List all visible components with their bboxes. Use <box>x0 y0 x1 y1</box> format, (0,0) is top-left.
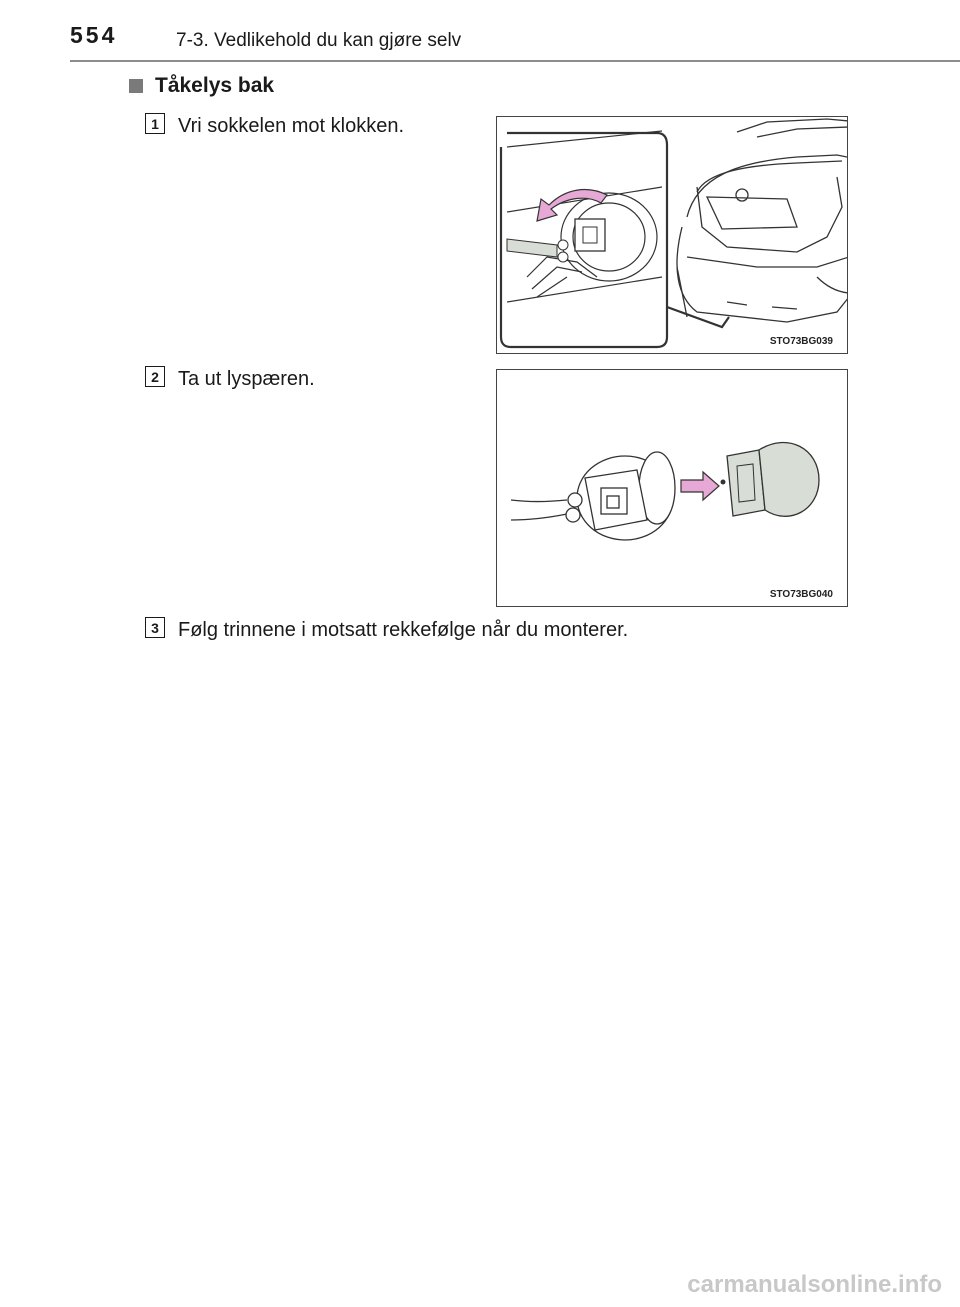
step-badge-3: 3 <box>145 617 165 638</box>
chapter-heading: 7-3. Vedlikehold du kan gjøre selv <box>176 30 462 51</box>
figure-code: STO73BG040 <box>769 589 833 600</box>
section-title <box>129 74 274 98</box>
header-divider <box>70 60 960 62</box>
watermark: carmanualsonline.info <box>687 1271 942 1298</box>
page-number: 554 <box>70 22 118 48</box>
step-text-3: Følg trinnene i motsatt rekkefølge når du monterer. <box>178 619 629 641</box>
figure-socket-removal <box>496 116 848 354</box>
figure-bulb-removal-illustration <box>497 370 848 607</box>
figure-bulb-removal <box>496 369 848 607</box>
step-badge-1: 1 <box>145 113 165 134</box>
step-text-2: Ta ut lyspæren. <box>178 368 315 390</box>
figure-code: STO73BG039 <box>769 336 833 347</box>
section-title-text: Tåkelys bak <box>155 74 275 97</box>
step-text-1: Vri sokkelen mot klokken. <box>178 115 405 137</box>
square-bullet-icon <box>129 79 143 93</box>
step-badge-2: 2 <box>145 366 165 387</box>
figure-socket-removal-illustration <box>497 117 848 354</box>
